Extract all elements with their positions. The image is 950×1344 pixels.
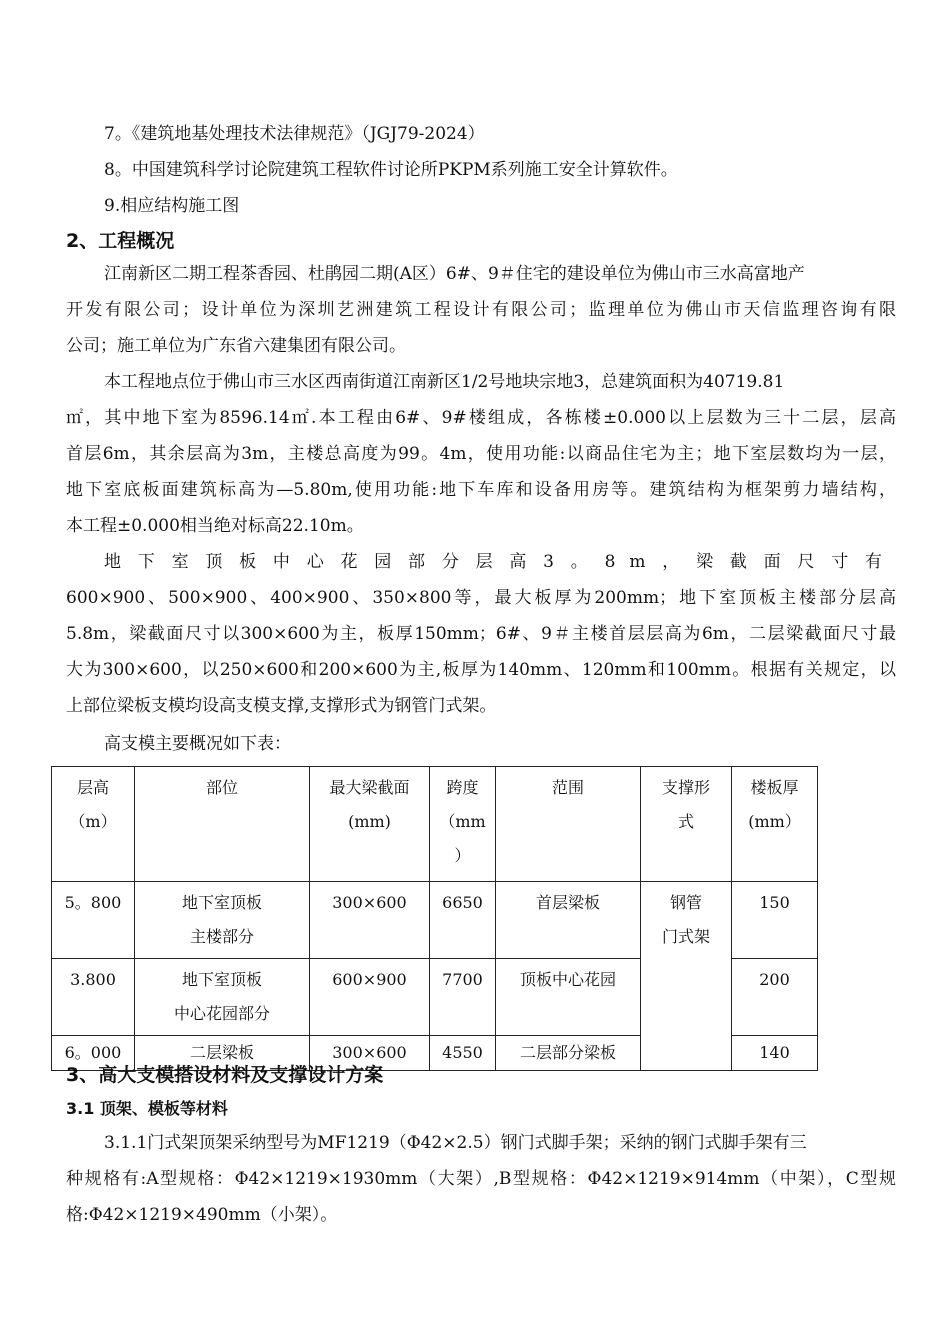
- cell-scope: 顶板中心花园: [496, 959, 641, 1036]
- cell-support-type: 钢管 门式架: [641, 882, 732, 1071]
- cell-floor-height: 5。800: [52, 882, 135, 959]
- cell-location: 地下室顶板 主楼部分: [135, 882, 310, 959]
- cell-slab-thickness: 200: [732, 959, 818, 1036]
- section-3-heading: 3、高大支模搭设材料及支撑设计方案: [66, 1064, 384, 1086]
- cell-beam-section: 300×600: [310, 1036, 430, 1071]
- overview-para1-line3: 公司；施工单位为广东省六建集团有限公司。: [66, 336, 406, 356]
- materials-para-line2: 种规格有:A型规格：Φ42×1219×1930mm（大架）,B型规格：Φ42×1219×914mm（中架），C型规: [66, 1169, 896, 1189]
- overview-para3-line2: 600×900、500×900、400×900、350×800等，最大板厚为200mm；地下室顶板主楼部分层高: [66, 588, 896, 608]
- overview-para1-line2: 开发有限公司；设计单位为深圳艺洲建筑工程设计有限公司；监理单位为佛山市天信监理咨询有限: [66, 300, 896, 320]
- cell-location: 地下室顶板 中心花园部分: [135, 959, 310, 1036]
- overview-para1-line1: 江南新区二期工程茶香园、杜鹃园二期(A区）6#、9＃住宅的建设单位为佛山市三水高富地产: [104, 264, 805, 284]
- header-max-beam-section: 最大梁截面 (mm): [310, 767, 430, 882]
- header-slab-thickness: 楼板厚 (mm）: [732, 767, 818, 882]
- cell-span: 4550: [430, 1036, 496, 1071]
- cell-beam-section: 300×600: [310, 882, 430, 959]
- header-scope: 范围: [496, 767, 641, 882]
- overview-para2-line5: 本工程±0.000相当绝对标高22.10m。: [66, 516, 364, 536]
- header-span: 跨度 （mm ）: [430, 767, 496, 882]
- cell-floor-height: 3.800: [52, 959, 135, 1036]
- overview-para2-line4: 地下室底板面建筑标高为—5.80m,使用功能:地下车库和设备用房等。建筑结构为框架剪力墙结构，: [66, 480, 896, 500]
- cell-slab-thickness: 140: [732, 1036, 818, 1071]
- materials-para-line1: 3.1.1门式架顶架采纳型号为MF1219（Φ42×2.5）钢门式脚手架；采纳的钢门式脚手架有三: [104, 1133, 807, 1153]
- formwork-summary-table: [51, 766, 818, 1071]
- cell-slab-thickness: 150: [732, 882, 818, 959]
- materials-para-line3: 格:Φ42×1219×490mm（小架）。: [66, 1205, 338, 1225]
- overview-para3-line4: 大为300×600，以250×600和200×600为主,板厚为140mm、120mm和100mm。根据有关规定，以: [66, 660, 896, 680]
- cell-scope: 首层梁板: [496, 882, 641, 959]
- overview-para2-line3: 首层6m，其余层高为3m，主楼总高度为99。4m，使用功能:以商品住宅为主；地下室层数均为一层，: [66, 444, 896, 464]
- overview-para2-line1: 本工程地点位于佛山市三水区西南街道江南新区1/2号地块宗地3，总建筑面积为40719.81: [104, 372, 785, 392]
- reference-item-8: 8。中国建筑科学讨论院建筑工程软件讨论所PKPM系列施工安全计算软件。: [104, 160, 678, 180]
- table-row: [52, 882, 818, 959]
- cell-beam-section: 600×900: [310, 959, 430, 1036]
- cell-location: 二层梁板: [135, 1036, 310, 1071]
- overview-para3-line1: 地下室顶板中心花园部分层高3。8m，梁截面尺寸有: [104, 552, 896, 572]
- cell-span: 7700: [430, 959, 496, 1036]
- cell-span: 6650: [430, 882, 496, 959]
- overview-para3-line3: 5.8m，梁截面尺寸以300×600为主，板厚150mm；6#、9＃主楼首层层高为6m，二层梁截面尺寸最: [66, 624, 896, 644]
- header-floor-height: 层高 （m）: [52, 767, 135, 882]
- section-3-1-heading: 3.1 顶架、模板等材料: [66, 1099, 228, 1118]
- cell-scope: 二层部分梁板: [496, 1036, 641, 1071]
- reference-item-7: 7。《建筑地基处理技术法律规范》（JGJ79-2024）: [104, 124, 485, 144]
- cell-floor-height: 6。000: [52, 1036, 135, 1071]
- table-intro: 高支模主要概况如下表：: [104, 734, 291, 754]
- header-support-type: 支撑形 式: [641, 767, 732, 882]
- table-header-row: [52, 767, 818, 882]
- section-2-heading: 2、工程概况: [66, 230, 175, 252]
- overview-para3-line5: 上部位梁板支模均设高支模支撑,支撑形式为钢管门式架。: [66, 696, 497, 716]
- header-location: 部位: [135, 767, 310, 882]
- overview-para2-line2: ㎡，其中地下室为8596.14㎡.本工程由6#、9#楼组成，各栋楼±0.000以上层数为三十二层，层高: [66, 408, 896, 428]
- reference-item-9: 9.相应结构施工图: [104, 196, 240, 216]
